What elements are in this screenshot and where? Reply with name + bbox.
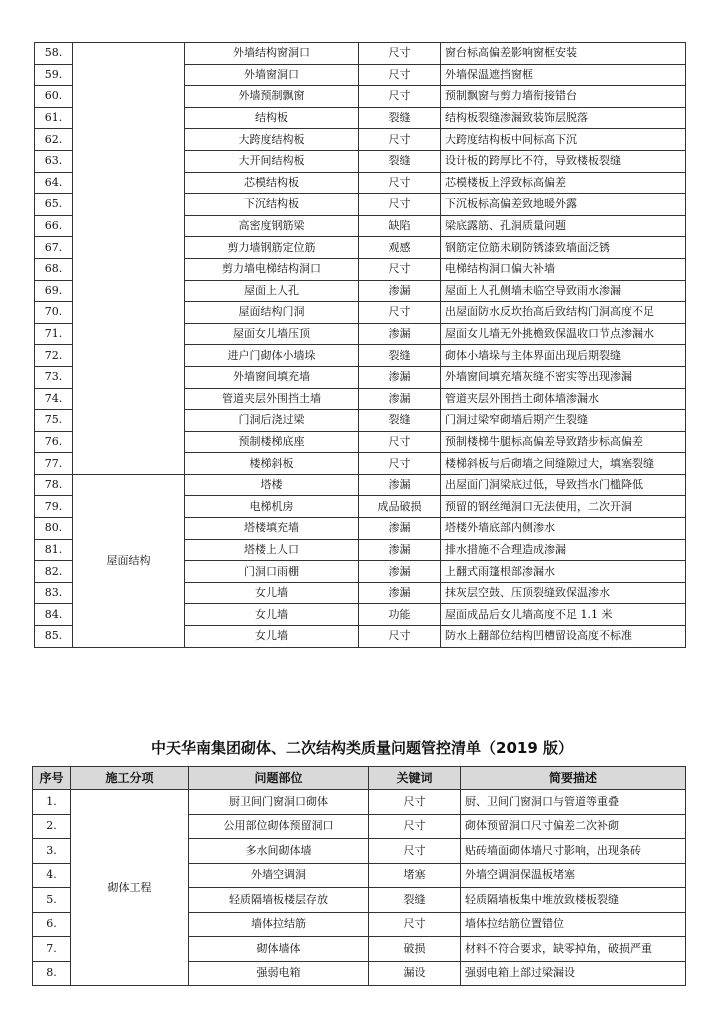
problem-part: 公用部位砌体预留洞口 <box>189 814 369 839</box>
description: 屋面上人孔侧墙未临空导致雨水渗漏 <box>441 280 686 302</box>
problem-part: 强弱电箱 <box>189 961 369 986</box>
row-number: 63. <box>35 150 73 172</box>
problem-part: 结构板 <box>185 107 359 129</box>
description: 砌体小墙垛与主体界面出现后期裂缝 <box>441 345 686 367</box>
description: 厨、卫间门窗洞口与管道等重叠 <box>461 790 686 815</box>
description: 出屋面门洞梁底过低，导致挡水门槛降低 <box>441 474 686 496</box>
keyword: 渗漏 <box>359 366 441 388</box>
row-number: 70. <box>35 302 73 324</box>
keyword: 尺寸 <box>359 258 441 280</box>
description: 贴砖墙面砌体墙尺寸影响，出现条砖 <box>461 839 686 864</box>
description: 电梯结构洞口偏大补墙 <box>441 258 686 280</box>
problem-part: 轻质隔墙板楼层存放 <box>189 888 369 913</box>
row-number: 64. <box>35 172 73 194</box>
problem-part: 外墙空调洞 <box>189 863 369 888</box>
keyword: 渗漏 <box>359 388 441 410</box>
description: 屋面女儿墙无外挑檐致保温收口节点渗漏水 <box>441 323 686 345</box>
description: 抹灰层空鼓、压顶裂缝致保温渗水 <box>441 582 686 604</box>
description: 强弱电箱上部过梁漏设 <box>461 961 686 986</box>
row-number: 67. <box>35 237 73 259</box>
row-number: 58. <box>35 43 73 65</box>
row-number: 72. <box>35 345 73 367</box>
keyword: 裂缝 <box>359 150 441 172</box>
header-category: 施工分项 <box>71 767 189 790</box>
problem-part: 外墙窗间填充墙 <box>185 366 359 388</box>
document-title: 中天华南集团砌体、二次结构类质量问题管控清单（2019 版） <box>151 739 573 757</box>
problem-part: 大开间结构板 <box>185 150 359 172</box>
row-number: 75. <box>35 410 73 432</box>
keyword: 裂缝 <box>369 888 461 913</box>
category-cell <box>73 43 185 475</box>
row-number: 82. <box>35 561 73 583</box>
row-number: 71. <box>35 323 73 345</box>
row-number: 1. <box>33 790 71 815</box>
header-description: 简要描述 <box>461 767 686 790</box>
problem-part: 墙体拉结筋 <box>189 912 369 937</box>
keyword: 渗漏 <box>359 474 441 496</box>
description: 塔楼外墙底部内侧渗水 <box>441 518 686 540</box>
description: 钢筋定位筋未刷防锈漆致墙面泛锈 <box>441 237 686 259</box>
description: 预制楼梯牛腿标高偏差导致踏步标高偏差 <box>441 431 686 453</box>
keyword: 堵塞 <box>369 863 461 888</box>
problem-part: 女儿墙 <box>185 604 359 626</box>
keyword: 裂缝 <box>359 410 441 432</box>
row-number: 78. <box>35 474 73 496</box>
row-number: 62. <box>35 129 73 151</box>
problem-part: 外墙结构窗洞口 <box>185 43 359 65</box>
problem-part: 厨卫间门窗洞口砌体 <box>189 790 369 815</box>
keyword: 渗漏 <box>359 323 441 345</box>
row-number: 8. <box>33 961 71 986</box>
description: 大跨度结构板中间标高下沉 <box>441 129 686 151</box>
keyword: 尺寸 <box>359 302 441 324</box>
description: 轻质隔墙板集中堆放致楼板裂缝 <box>461 888 686 913</box>
keyword: 渗漏 <box>359 280 441 302</box>
row-number: 79. <box>35 496 73 518</box>
keyword: 尺寸 <box>369 814 461 839</box>
description: 上翻式雨篷根部渗漏水 <box>441 561 686 583</box>
problem-part: 管道夹层外围挡土墙 <box>185 388 359 410</box>
description: 预制飘窗与剪力墙衔接错台 <box>441 86 686 108</box>
row-number: 5. <box>33 888 71 913</box>
row-number: 4. <box>33 863 71 888</box>
keyword: 破损 <box>369 937 461 962</box>
description: 出屋面防水反坎抬高后致结构门洞高度不足 <box>441 302 686 324</box>
keyword: 漏设 <box>369 961 461 986</box>
row-number: 61. <box>35 107 73 129</box>
description: 砌体预留洞口尺寸偏差二次补砌 <box>461 814 686 839</box>
row-number: 59. <box>35 64 73 86</box>
keyword: 尺寸 <box>359 453 441 475</box>
table-header-row <box>33 767 686 790</box>
description: 防水上翻部位结构凹槽留设高度不标准 <box>441 626 686 648</box>
description: 排水措施不合理造成渗漏 <box>441 539 686 561</box>
problem-part: 电梯机房 <box>185 496 359 518</box>
problem-part: 剪力墙电梯结构洞口 <box>185 258 359 280</box>
row-number: 2. <box>33 814 71 839</box>
row-number: 7. <box>33 937 71 962</box>
problem-part: 门洞后浇过梁 <box>185 410 359 432</box>
description: 预留的钢丝绳洞口无法使用，二次开洞 <box>441 496 686 518</box>
keyword: 尺寸 <box>369 839 461 864</box>
row-number: 81. <box>35 539 73 561</box>
keyword: 渗漏 <box>359 561 441 583</box>
keyword: 成品破损 <box>359 496 441 518</box>
description: 下沉板标高偏差致地暖外露 <box>441 194 686 216</box>
description: 屋面成品后女儿墙高度不足 1.1 米 <box>441 604 686 626</box>
keyword: 观感 <box>359 237 441 259</box>
masonry-problem-table <box>32 766 686 986</box>
keyword: 尺寸 <box>359 431 441 453</box>
problem-part: 砌体墙体 <box>189 937 369 962</box>
table-row <box>35 43 686 65</box>
description: 管道夹层外围挡土砌体墙渗漏水 <box>441 388 686 410</box>
problem-part: 多水间砌体墙 <box>189 839 369 864</box>
keyword: 功能 <box>359 604 441 626</box>
keyword: 裂缝 <box>359 107 441 129</box>
row-number: 68. <box>35 258 73 280</box>
problem-part: 塔楼上人口 <box>185 539 359 561</box>
description: 结构板裂缝渗漏致装饰层脱落 <box>441 107 686 129</box>
row-number: 65. <box>35 194 73 216</box>
row-number: 84. <box>35 604 73 626</box>
keyword: 尺寸 <box>359 43 441 65</box>
row-number: 60. <box>35 86 73 108</box>
problem-part: 屋面结构门洞 <box>185 302 359 324</box>
problem-part: 塔楼 <box>185 474 359 496</box>
category-cell: 砌体工程 <box>71 790 189 986</box>
keyword: 尺寸 <box>369 912 461 937</box>
description: 梁底露筋、孔洞质量问题 <box>441 215 686 237</box>
description: 楼梯斜板与后砌墙之间缝隙过大，填塞裂缝 <box>441 453 686 475</box>
problem-part: 外墙窗洞口 <box>185 64 359 86</box>
keyword: 尺寸 <box>359 129 441 151</box>
description: 设计板的跨厚比不符，导致楼板裂缝 <box>441 150 686 172</box>
problem-part: 高密度钢筋梁 <box>185 215 359 237</box>
description: 门洞过梁窄砌墙后期产生裂缝 <box>441 410 686 432</box>
header-no: 序号 <box>33 767 71 790</box>
keyword: 尺寸 <box>359 626 441 648</box>
row-number: 69. <box>35 280 73 302</box>
problem-part: 进户门砌体小墙垛 <box>185 345 359 367</box>
problem-part: 女儿墙 <box>185 582 359 604</box>
keyword: 渗漏 <box>359 582 441 604</box>
problem-part: 芯模结构板 <box>185 172 359 194</box>
header-part: 问题部位 <box>189 767 369 790</box>
problem-part: 预制楼梯底座 <box>185 431 359 453</box>
table-row <box>35 474 686 496</box>
keyword: 缺陷 <box>359 215 441 237</box>
row-number: 77. <box>35 453 73 475</box>
description: 墙体拉结筋位置错位 <box>461 912 686 937</box>
description: 窗台标高偏差影响窗框安装 <box>441 43 686 65</box>
keyword: 尺寸 <box>369 790 461 815</box>
row-number: 66. <box>35 215 73 237</box>
keyword: 渗漏 <box>359 518 441 540</box>
description: 芯模楼板上浮致标高偏差 <box>441 172 686 194</box>
row-number: 80. <box>35 518 73 540</box>
header-keyword: 关键词 <box>369 767 461 790</box>
problem-table-continued <box>34 42 686 648</box>
description: 材料不符合要求，缺零掉角，破损严重 <box>461 937 686 962</box>
row-number: 73. <box>35 366 73 388</box>
problem-part: 剪力墙钢筋定位筋 <box>185 237 359 259</box>
keyword: 尺寸 <box>359 64 441 86</box>
row-number: 83. <box>35 582 73 604</box>
row-number: 6. <box>33 912 71 937</box>
keyword: 尺寸 <box>359 86 441 108</box>
problem-part: 外墙预制飘窗 <box>185 86 359 108</box>
description: 外墙空调洞保温板堵塞 <box>461 863 686 888</box>
row-number: 3. <box>33 839 71 864</box>
problem-part: 大跨度结构板 <box>185 129 359 151</box>
table-row <box>33 790 686 815</box>
problem-part: 楼梯斜板 <box>185 453 359 475</box>
row-number: 76. <box>35 431 73 453</box>
problem-part: 屋面女儿墙压顶 <box>185 323 359 345</box>
problem-part: 下沉结构板 <box>185 194 359 216</box>
row-number: 85. <box>35 626 73 648</box>
category-cell: 屋面结构 <box>73 474 185 647</box>
keyword: 尺寸 <box>359 172 441 194</box>
description: 外墙保温遮挡窗框 <box>441 64 686 86</box>
description: 外墙窗间填充墙灰缝不密实等出现渗漏 <box>441 366 686 388</box>
keyword: 裂缝 <box>359 345 441 367</box>
keyword: 尺寸 <box>359 194 441 216</box>
problem-part: 门洞口雨棚 <box>185 561 359 583</box>
problem-part: 塔楼填充墙 <box>185 518 359 540</box>
row-number: 74. <box>35 388 73 410</box>
problem-part: 女儿墙 <box>185 626 359 648</box>
keyword: 渗漏 <box>359 539 441 561</box>
problem-part: 屋面上人孔 <box>185 280 359 302</box>
